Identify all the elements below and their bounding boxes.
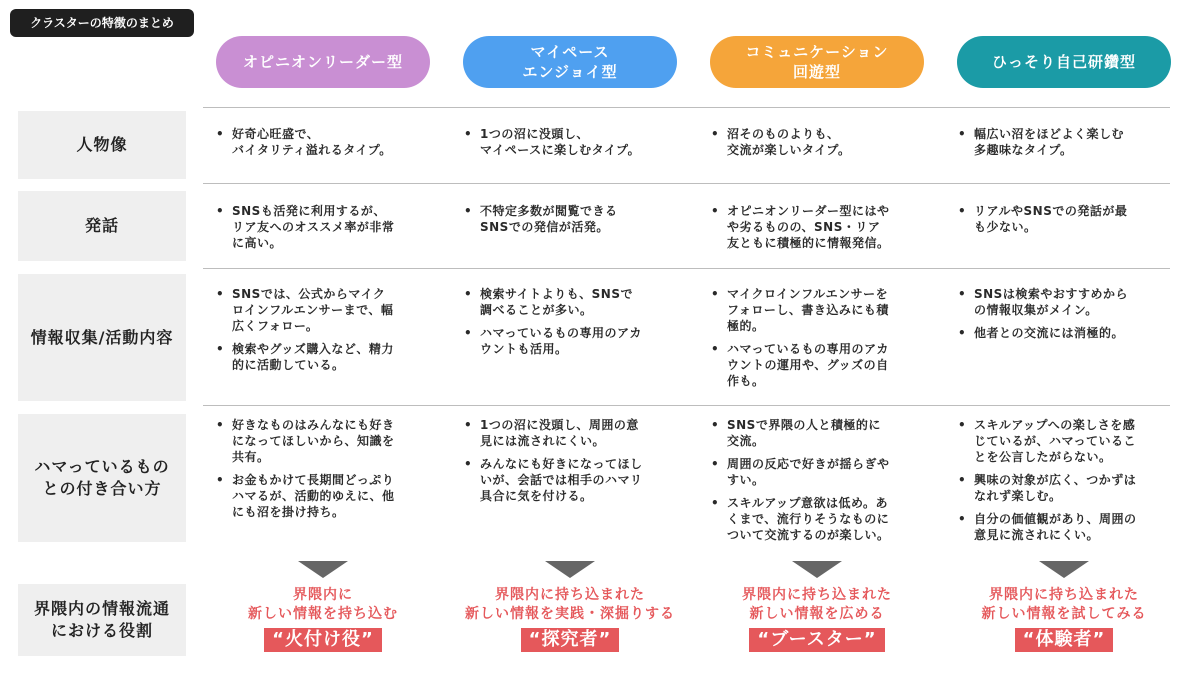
list-item xyxy=(462,126,680,158)
list-item xyxy=(462,456,680,504)
table-cell xyxy=(709,126,927,165)
role-firestarter xyxy=(203,586,443,652)
list-item-text: みんなにも好きになってほし いが、会話では相手のハマリ 具合に気を付ける。 xyxy=(480,457,643,503)
bullet-list xyxy=(709,417,927,543)
list-item-text: お金もかけて長期間どっぷり ハマるが、活動的ゆえに、他 にも沼を掛け持ち。 xyxy=(232,473,395,519)
bullet-icon: • xyxy=(216,287,225,301)
row-header-engagement: ハマっているもの との付き合い方 xyxy=(18,414,186,542)
bullet-list xyxy=(956,203,1174,235)
list-item xyxy=(214,417,432,465)
table-cell xyxy=(956,286,1174,348)
list-item xyxy=(709,417,927,449)
role-line2: 新しい情報を広める xyxy=(749,606,885,622)
bullet-list xyxy=(709,126,927,158)
list-item-text: 自分の価値観があり、周囲の 意見に流されにくい。 xyxy=(974,512,1137,542)
down-arrow-icon xyxy=(792,561,842,578)
bullet-list xyxy=(214,126,432,158)
bullet-icon: • xyxy=(216,418,225,432)
list-item-text: 他者との交流には消極的。 xyxy=(974,326,1125,340)
bullet-icon: • xyxy=(711,418,720,432)
role-badge: “体験者” xyxy=(1015,628,1114,652)
row-divider xyxy=(203,268,1170,269)
row-header-persona: 人物像 xyxy=(18,111,186,179)
list-item-text: スキルアップへの楽しさを感 じているが、ハマっているこ とを公言したがらない。 xyxy=(974,418,1137,464)
list-item xyxy=(214,472,432,520)
list-item-text: ハマっているもの専用のアカ ウントも活用。 xyxy=(480,326,642,356)
bullet-list xyxy=(709,203,927,251)
bullet-icon: • xyxy=(958,418,967,432)
role-badge: “ブースター” xyxy=(749,628,884,652)
bullet-list xyxy=(214,417,432,520)
list-item-text: SNSで界隈の人と積極的に 交流。 xyxy=(727,418,881,448)
list-item-text: マイクロインフルエンサーを フォローし、書き込みにも積 極的。 xyxy=(727,287,889,333)
table-cell xyxy=(709,203,927,258)
bullet-icon: • xyxy=(711,127,720,141)
list-item-text: 不特定多数が閲覧できる SNSでの発信が活発。 xyxy=(480,204,618,234)
list-item xyxy=(956,417,1174,465)
bullet-icon: • xyxy=(958,326,967,340)
list-item-text: 1つの沼に没頭し、 マイペースに楽しむタイプ。 xyxy=(480,127,641,157)
column-header-quiet-self-study: ひっそり自己研鑽型 xyxy=(957,36,1171,88)
list-item xyxy=(709,341,927,389)
bullet-icon: • xyxy=(958,512,967,526)
list-item xyxy=(214,203,432,251)
list-item-text: スキルアップ意欲は低め。あ くまで、流行りそうなものに ついて交流するのが楽しい。 xyxy=(727,496,890,542)
bullet-icon: • xyxy=(464,204,473,218)
bullet-list xyxy=(709,286,927,389)
page-title: クラスターの特徴のまとめ xyxy=(10,9,194,37)
list-item-text: リアルやSNSでの発話が最 も少ない。 xyxy=(974,204,1128,234)
table-cell xyxy=(956,203,1174,242)
role-experiencer xyxy=(944,586,1184,652)
bullet-icon: • xyxy=(958,127,967,141)
list-item-text: SNSも活発に利用するが、 リア友へのオススメ率が非常 に高い。 xyxy=(232,204,395,250)
list-item xyxy=(462,417,680,449)
list-item xyxy=(956,126,1174,158)
column-header-my-pace: マイペース エンジョイ型 xyxy=(463,36,677,88)
list-item-text: 1つの沼に没頭し、周囲の意 見には流されにくい。 xyxy=(480,418,639,448)
list-item-text: 沼そのものよりも、 交流が楽しいタイプ。 xyxy=(727,127,851,157)
bullet-icon: • xyxy=(464,418,473,432)
list-item xyxy=(956,286,1174,318)
role-explorer xyxy=(450,586,690,652)
bullet-icon: • xyxy=(464,127,473,141)
table-cell xyxy=(214,417,432,527)
list-item xyxy=(709,286,927,334)
bullet-icon: • xyxy=(216,204,225,218)
list-item xyxy=(709,126,927,158)
table-cell xyxy=(214,203,432,258)
bullet-icon: • xyxy=(216,127,225,141)
bullet-list xyxy=(462,126,680,158)
list-item-text: SNSでは、公式からマイク ロインフルエンサーまで、幅 広くフォロー。 xyxy=(232,287,394,333)
bullet-icon: • xyxy=(464,457,473,471)
list-item xyxy=(956,511,1174,543)
bullet-list xyxy=(462,203,680,235)
bullet-list xyxy=(462,286,680,357)
list-item xyxy=(462,286,680,318)
table-cell xyxy=(462,286,680,364)
table-cell xyxy=(956,417,1174,550)
bullet-list xyxy=(214,286,432,373)
table-cell xyxy=(214,286,432,380)
bullet-icon: • xyxy=(958,473,967,487)
list-item xyxy=(709,456,927,488)
list-item-text: 検索サイトよりも、SNSで 調べることが多い。 xyxy=(480,287,633,317)
list-item xyxy=(709,203,927,251)
role-line2: 新しい情報を持ち込む xyxy=(248,606,398,622)
list-item-text: 好奇心旺盛で、 バイタリティ溢れるタイプ。 xyxy=(232,127,392,157)
list-item xyxy=(709,495,927,543)
list-item xyxy=(214,126,432,158)
bullet-list xyxy=(956,417,1174,543)
table-cell xyxy=(214,126,432,165)
list-item-text: SNSは検索やおすすめから の情報収集がメイン。 xyxy=(974,287,1128,317)
list-item-text: 幅広い沼をほどよく楽しむ 多趣味なタイプ。 xyxy=(974,127,1125,157)
role-line1: 界隈内に xyxy=(293,587,353,603)
table-cell xyxy=(462,203,680,242)
table-cell xyxy=(956,126,1174,165)
table-cell xyxy=(462,126,680,165)
role-badge: “探究者” xyxy=(521,628,620,652)
down-arrow-icon xyxy=(1039,561,1089,578)
bullet-icon: • xyxy=(464,326,473,340)
list-item-text: オピニオンリーダー型にはや や劣るものの、SNS・リア 友ともに積極的に情報発信。 xyxy=(727,204,890,250)
bullet-icon: • xyxy=(711,342,720,356)
row-header-info-gathering: 情報収集/活動内容 xyxy=(18,274,186,401)
row-header-speech: 発話 xyxy=(18,191,186,261)
table-cell xyxy=(709,417,927,550)
list-item xyxy=(956,203,1174,235)
role-line2: 新しい情報を実践・深掘りする xyxy=(465,606,675,622)
table-cell xyxy=(462,417,680,511)
bullet-icon: • xyxy=(216,473,225,487)
bullet-list xyxy=(214,203,432,251)
list-item-text: 好きなものはみんなにも好き になってほしいから、知識を 共有。 xyxy=(232,418,395,464)
row-divider xyxy=(203,107,1170,108)
list-item xyxy=(214,341,432,373)
role-booster xyxy=(697,586,937,652)
role-badge: “火付け役” xyxy=(264,628,382,652)
list-item-text: 周囲の反応で好きが揺らぎや すい。 xyxy=(727,457,890,487)
bullet-list xyxy=(462,417,680,504)
list-item-text: ハマっているもの専用のアカ ウントの運用や、グッズの自 作も。 xyxy=(727,342,889,388)
row-header-role: 界隈内の情報流通 における役割 xyxy=(18,584,186,656)
row-divider xyxy=(203,183,1170,184)
bullet-icon: • xyxy=(711,457,720,471)
role-line1: 界隈内に持ち込まれた xyxy=(989,587,1139,603)
column-header-communication: コミュニケーション 回遊型 xyxy=(710,36,924,88)
list-item xyxy=(956,325,1174,341)
list-item-text: 検索やグッズ購入など、精力 的に活動している。 xyxy=(232,342,394,372)
row-divider xyxy=(203,405,1170,406)
bullet-icon: • xyxy=(958,204,967,218)
table-cell xyxy=(709,286,927,396)
list-item xyxy=(214,286,432,334)
list-item xyxy=(956,472,1174,504)
role-line2: 新しい情報を試してみる xyxy=(981,606,1147,622)
bullet-icon: • xyxy=(216,342,225,356)
column-header-opinion-leader: オピニオンリーダー型 xyxy=(216,36,430,88)
role-line1: 界隈内に持ち込まれた xyxy=(742,587,892,603)
bullet-icon: • xyxy=(464,287,473,301)
bullet-icon: • xyxy=(958,287,967,301)
bullet-icon: • xyxy=(711,204,720,218)
role-line1: 界隈内に持ち込まれた xyxy=(495,587,645,603)
bullet-list xyxy=(956,126,1174,158)
bullet-icon: • xyxy=(711,287,720,301)
bullet-icon: • xyxy=(711,496,720,510)
down-arrow-icon xyxy=(298,561,348,578)
bullet-list xyxy=(956,286,1174,341)
list-item-text: 興味の対象が広く、つかずは なれず楽しむ。 xyxy=(974,473,1137,503)
down-arrow-icon xyxy=(545,561,595,578)
list-item xyxy=(462,325,680,357)
list-item xyxy=(462,203,680,235)
